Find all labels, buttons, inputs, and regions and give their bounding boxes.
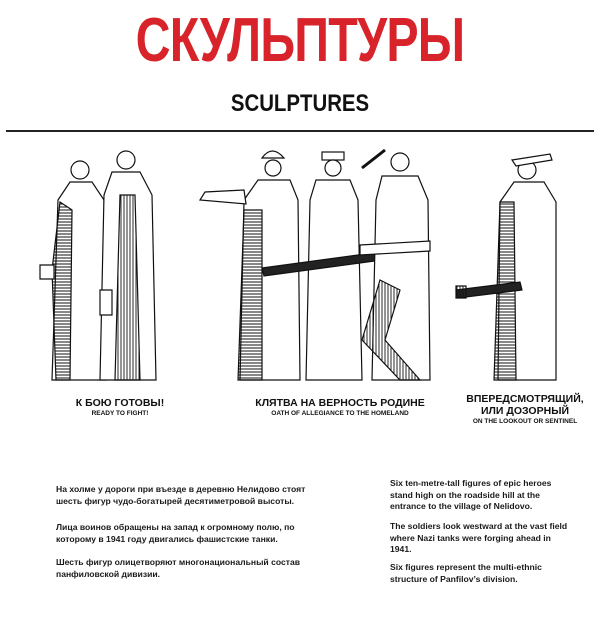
figure-group-sentinel xyxy=(456,154,556,380)
sculpture-illustrations xyxy=(0,140,600,390)
paragraph-ru-3: Шесть фигур олицетворяют многонациональный состав панфиловской дивизии. xyxy=(56,557,301,579)
page-subtitle: SCULPTURES xyxy=(230,90,370,117)
paragraph-ru-1: На холме у дороги при въезде в деревню Нелидово стоят шесть фигур чудо-богатырей десятиметровой высоты. xyxy=(56,484,306,506)
paragraph-ru-2: Лица воинов обращены на запад к огромному полю, по которому в 1941 году двигались фашистские танки. xyxy=(56,522,295,544)
paragraph-en-2: The soldiers look westward at the vast field where Nazi tanks were forging ahead in 1941. xyxy=(390,521,568,555)
caption-ru: К БОЮ ГОТОВЫ! xyxy=(75,397,165,409)
divider xyxy=(6,130,594,132)
paragraph-en-1: Six ten-metre-tall figures of epic heroes stand high on the roadside hill at the entrance to the village of Nelidovo. xyxy=(390,478,552,512)
caption-en: OATH OF ALLEGIANCE TO THE HOMELAND xyxy=(271,410,409,418)
caption-en: ON THE LOOKOUT OR SENTINEL xyxy=(472,418,578,426)
caption-sentinel xyxy=(455,393,595,426)
caption-ru-line1: ВПЕРЕДСМОТРЯЩИЙ, xyxy=(466,393,584,405)
paragraph-en-3: Six figures represent the multi-ethnic structure of Panfilov’s division. xyxy=(390,562,542,584)
caption-en: READY TO FIGHT! xyxy=(91,410,149,418)
caption-ru: КЛЯТВА НА ВЕРНОСТЬ РОДИНЕ xyxy=(255,397,425,409)
page-title: СКУЛЬПТУРЫ xyxy=(135,6,465,75)
caption-ru-line2: ИЛИ ДОЗОРНЫЙ xyxy=(480,405,570,418)
figure-group-oath-of-allegiance xyxy=(200,150,430,380)
figure-group-ready-to-fight xyxy=(40,151,156,380)
caption-oath-of-allegiance xyxy=(230,397,450,418)
caption-ready-to-fight xyxy=(60,397,180,418)
